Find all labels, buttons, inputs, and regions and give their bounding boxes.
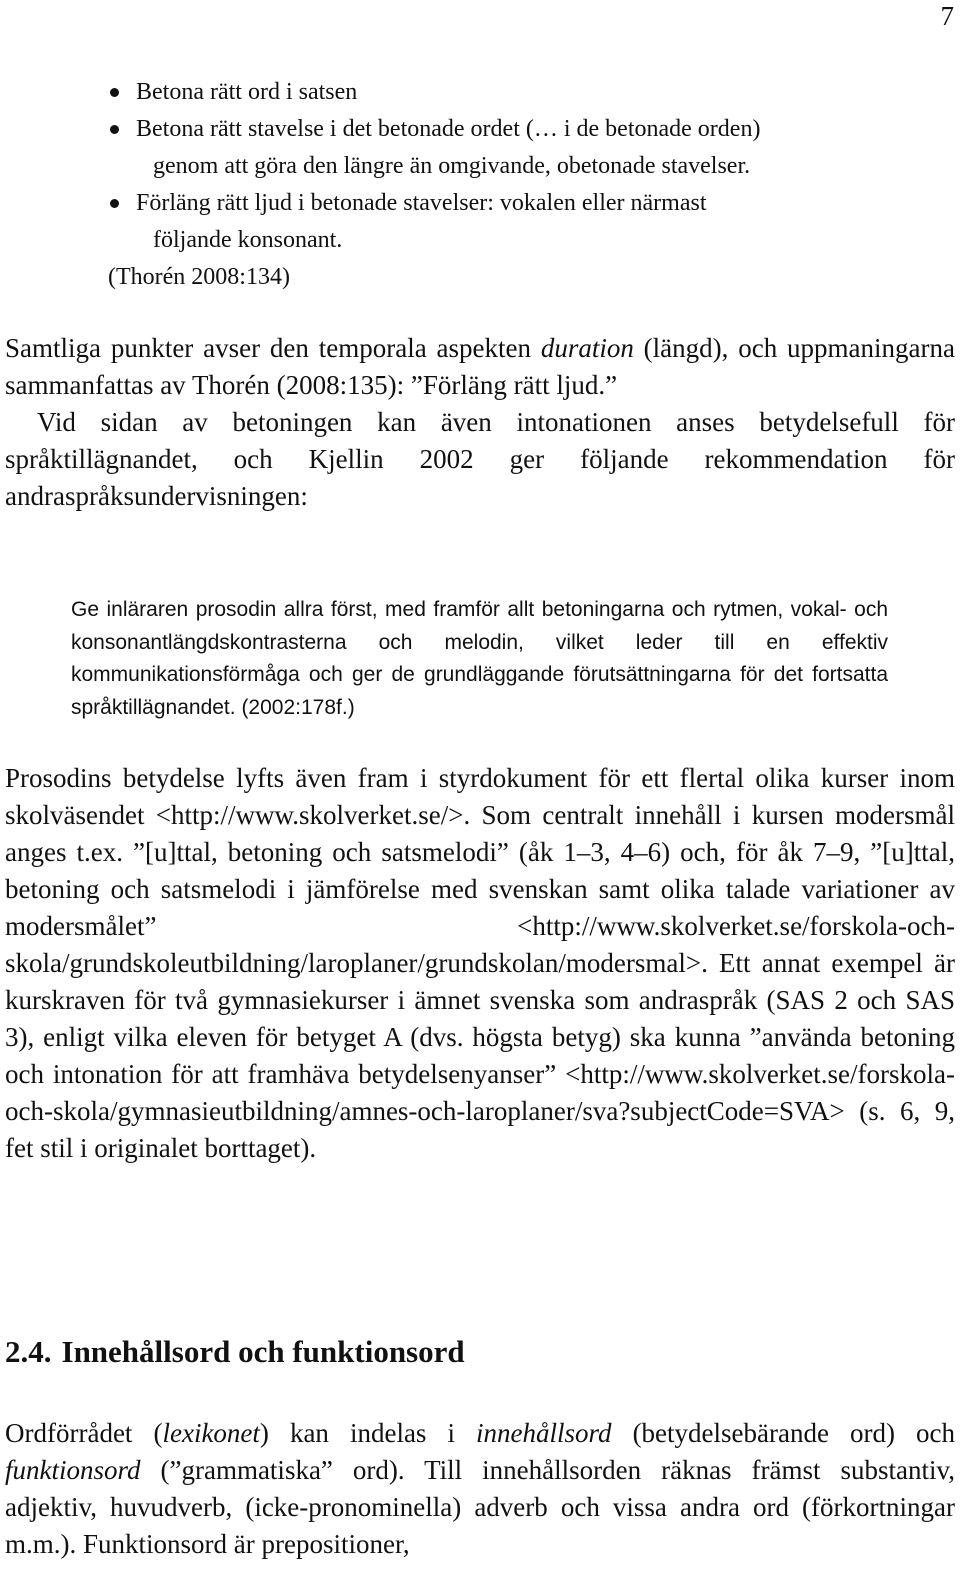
bullet-list: [108, 74, 888, 290]
bullet-icon: [110, 199, 119, 208]
bullet-icon: [110, 125, 119, 134]
section-number: 2.4.: [5, 1334, 52, 1369]
term-innehallsord: innehållsord: [476, 1418, 612, 1448]
paragraph-text: Ordförrådet (: [5, 1418, 163, 1448]
term-duration: duration: [540, 333, 634, 363]
paragraph-duration: [5, 330, 955, 404]
paragraph-text: (betydelsebärande ord) och: [611, 1418, 955, 1448]
paragraph-curriculum: Prosodins betydelse lyfts även fram i styrdokument för ett flertal olika kurser inom skolväsendet <http://www.skolverket.se/>. Som centralt innehåll i kursen modersmål anges t.ex. ”[u]ttal, betoning och satsmelodi” (åk 1–3, 4–6) och, för åk 7–9, ”[u]ttal, betoning och satsmelodi i jämförelse med svenskan samt olika talade variationer av modersmålet” <http://www.skolverket.se/forskola-och-skola/grundskoleutbildning/laroplaner/grundskolan/modersmal>. Ett annat exempel är kurskraven för två gymnasiekurser i ämnet svenska som andraspråk (SAS 2 och SAS 3), enligt vilka eleven för betyget A (dvs. högsta betyg) ska kunna ”använda betoning och intonation för att framhäva betydelsenyanser” <http://www.skolverket.se/forskola-och-skola/gymnasieutbildning/amnes-och-laroplaner/sva?subjectCode=SVA> (s. 6, 9, fet stil i originalet borttaget).: [5, 763, 955, 1163]
bullet-icon: [110, 88, 119, 97]
list-item-text: Förläng rätt ljud i betonade stavelser: vokalen eller närmast: [136, 190, 707, 216]
section-heading: [5, 1332, 465, 1372]
paragraph-lexicon: [5, 1415, 955, 1563]
list-item: [108, 74, 888, 111]
paragraph-text: ) kan indelas i: [259, 1418, 477, 1448]
list-item: [108, 185, 888, 259]
term-funktionsord: funktionsord: [5, 1455, 141, 1485]
list-item-text: Betona rätt ord i satsen: [136, 79, 358, 105]
list-item: [108, 111, 888, 185]
paragraph-intonation: Vid sidan av betoningen kan även intonationen anses betydelsefull för språktillägnandet, och Kjellin 2002 ger följande rekommendation för andraspråksundervisningen:: [5, 407, 955, 511]
section-title: Innehållsord och funktionsord: [61, 1334, 465, 1369]
paragraph-text: (”grammatiska” ord). Till innehållsorden räknas främst substantiv, adjektiv, huvudverb, (icke-pronominella) adverb och vissa andra ord (förkortningar m.m.). Funktionsord är prepositioner,: [5, 1455, 955, 1559]
term-lexikonet: lexikonet: [162, 1418, 260, 1448]
block-quote: Ge inläraren prosodin allra först, med framför allt betoningarna och rytmen, vokal- och konsonantlängdskontrasterna och melodin, vilket leder till en effektiv kommunikationsförmåga och ger de grundläggande förutsättningarna för det fortsatta språktillägnandet. (2002:178f.): [71, 598, 888, 719]
list-item-text: Betona rätt stavelse i det betonade ordet (… i de betonade orden): [136, 116, 761, 142]
list-item-continuation: följande konsonant.: [153, 227, 343, 253]
paragraph-text: (längd), och uppmaningarna sammanfattas av Thorén (2008:135): ”Förläng rätt ljud.”: [5, 333, 955, 400]
page-number: 7: [940, 1, 954, 31]
paragraph-text: Samtliga punkter avser den temporala aspekten: [5, 333, 541, 363]
body-paragraphs-1: [5, 330, 955, 515]
list-item-continuation: genom att göra den längre än omgivande, obetonade stavelser.: [153, 153, 751, 179]
bullet-citation: (Thorén 2008:134): [108, 264, 290, 290]
